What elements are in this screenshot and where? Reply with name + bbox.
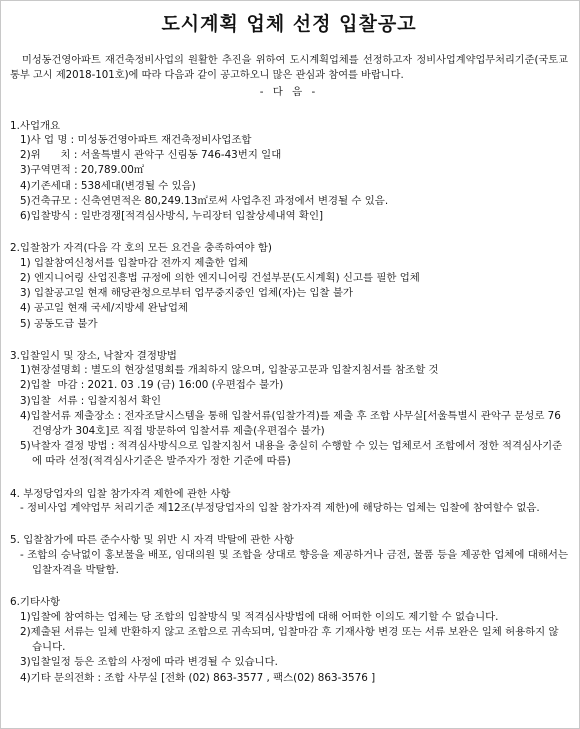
section-title: 4. 부정당업자의 입찰 참가자격 제한에 관한 사항: [10, 487, 231, 500]
section-restriction: [10, 488, 568, 517]
page-title: 도시계획 업체 선정 입찰공고: [161, 13, 417, 35]
list-item: 3)입찰일정 등은 조합의 사정에 따라 변경될 수 있습니다.: [20, 656, 278, 669]
section-title: 3.입찰일시 및 장소, 낙찰자 결정방법: [10, 349, 177, 362]
list-item: 6)입찰방식 : 일반경쟁[적격심사방식, 누리장터 입찰상세내역 확인]: [20, 210, 324, 223]
list-item: 1)사 업 명 : 미성동건영아파트 재건축정비사업조합: [20, 134, 252, 146]
list-item: 2) 엔지니어링 산업진흥법 규정에 의한 엔지니어링 건설부문(도시계획) 신고를 필한 업체: [20, 271, 420, 284]
list-item: 2)위 치 : 서울특별시 관악구 신림동 746-43번지 일대: [20, 149, 282, 162]
section-overview: [10, 120, 568, 225]
list-item: 2)입찰 마감 : 2021. 03 .19 (금) 16:00 (우편접수 불가): [20, 379, 284, 392]
list-item: 5) 공동도급 불가: [20, 317, 98, 330]
section-title: 6.기타사항: [10, 596, 61, 609]
list-item: 3)입찰 서류 : 입찰지침서 확인: [20, 394, 162, 407]
list-item: 4)입찰서류 제출장소 : 전자조달시스템을 통해 입찰서류(입찰가격)를 제출 후 조합 사무실[서울특별시 관악구 문성로 76 건영상가 304호]로 직접 방문하여 입찰서류 제출(우편접수 불가): [20, 409, 561, 438]
list-item: 1)입찰에 참여하는 업체는 당 조합의 입찰방식 및 적격심사방법에 대해 어떠한 이의도 제기할 수 없습니다.: [20, 610, 499, 623]
section-other: [10, 596, 568, 686]
notice-document: [10, 10, 568, 686]
list-item: 5)건축규모 : 신축연면적은 80,249.13㎡로써 사업추진 과정에서 변경될 수 있음.: [20, 194, 389, 207]
intro-paragraph: 미성동건영아파트 재건축정비사업의 원활한 추진을 위하여 도시계획업체를 선정하고자 정비사업계약업무처리기준(국토교통부 고시 제2018-101호)에 따라 다음과 같이 공고하오니 많은 관심과 참여를 바랍니다.: [10, 55, 568, 81]
section-eligibility: [10, 242, 568, 332]
list-item: 3) 입찰공고일 현재 해당관청으로부터 업무중지중인 업체(자)는 입찰 불가: [20, 287, 353, 300]
list-item: - 정비사업 계약업무 처리기준 제12조(부정당업자의 입찰 참가자격 제한)에 해당하는 업체는 입찰에 참여할수 없음.: [20, 502, 540, 515]
section-title: 1.사업개요: [10, 119, 61, 132]
list-item: 3)구역면적 : 20,789.00㎡: [20, 164, 145, 177]
section-schedule: [10, 350, 568, 470]
list-item: 1) 입찰참여신청서를 입찰마감 전까지 제출한 업체: [20, 256, 248, 269]
list-item: 5)낙찰자 결정 방법 : 적격심사방식으로 입찰지침서 내용을 충실히 수행할 수 있는 업체로서 조합에서 정한 적격심사기준에 따라 선정(적격심사기준은 발주자가 정한 기준에 따름): [20, 440, 563, 468]
list-item: 4)기타 문의전화 : 조합 사무실 [전화 (02) 863-3577 , 팩스(02) 863-3576 ]: [20, 671, 376, 684]
section-compliance: [10, 534, 568, 578]
list-item: 4) 공고일 현재 국세/지방세 완납업체: [20, 302, 188, 315]
center-mark: - 다 음 -: [259, 86, 319, 98]
list-item: 4)기존세대 : 538세대(변경될 수 있음): [20, 179, 196, 192]
section-title: 5. 입찰참가에 따른 준수사항 및 위반 시 자격 박탈에 관한 사항: [10, 534, 294, 547]
list-item: 1)현장설명회 : 별도의 현장설명회를 개최하지 않으며, 입찰공고문과 입찰지침서를 참조할 것: [20, 364, 439, 377]
list-item: - 조합의 승낙없이 홍보물을 배포, 임대의원 및 조합을 상대로 향응을 제공하거나 금전, 물품 등을 제공한 업체에 대해서는 입찰자격을 박탈함.: [20, 548, 568, 577]
list-item: 2)제출된 서류는 일체 반환하지 않고 조합으로 귀속되며, 입찰마감 후 기재사항 변경 또는 서류 보완은 일체 허용하지 않습니다.: [20, 625, 559, 654]
section-title: 2.입찰참가 자격(다음 각 호의 모든 요건을 충족하여야 함): [10, 242, 272, 255]
